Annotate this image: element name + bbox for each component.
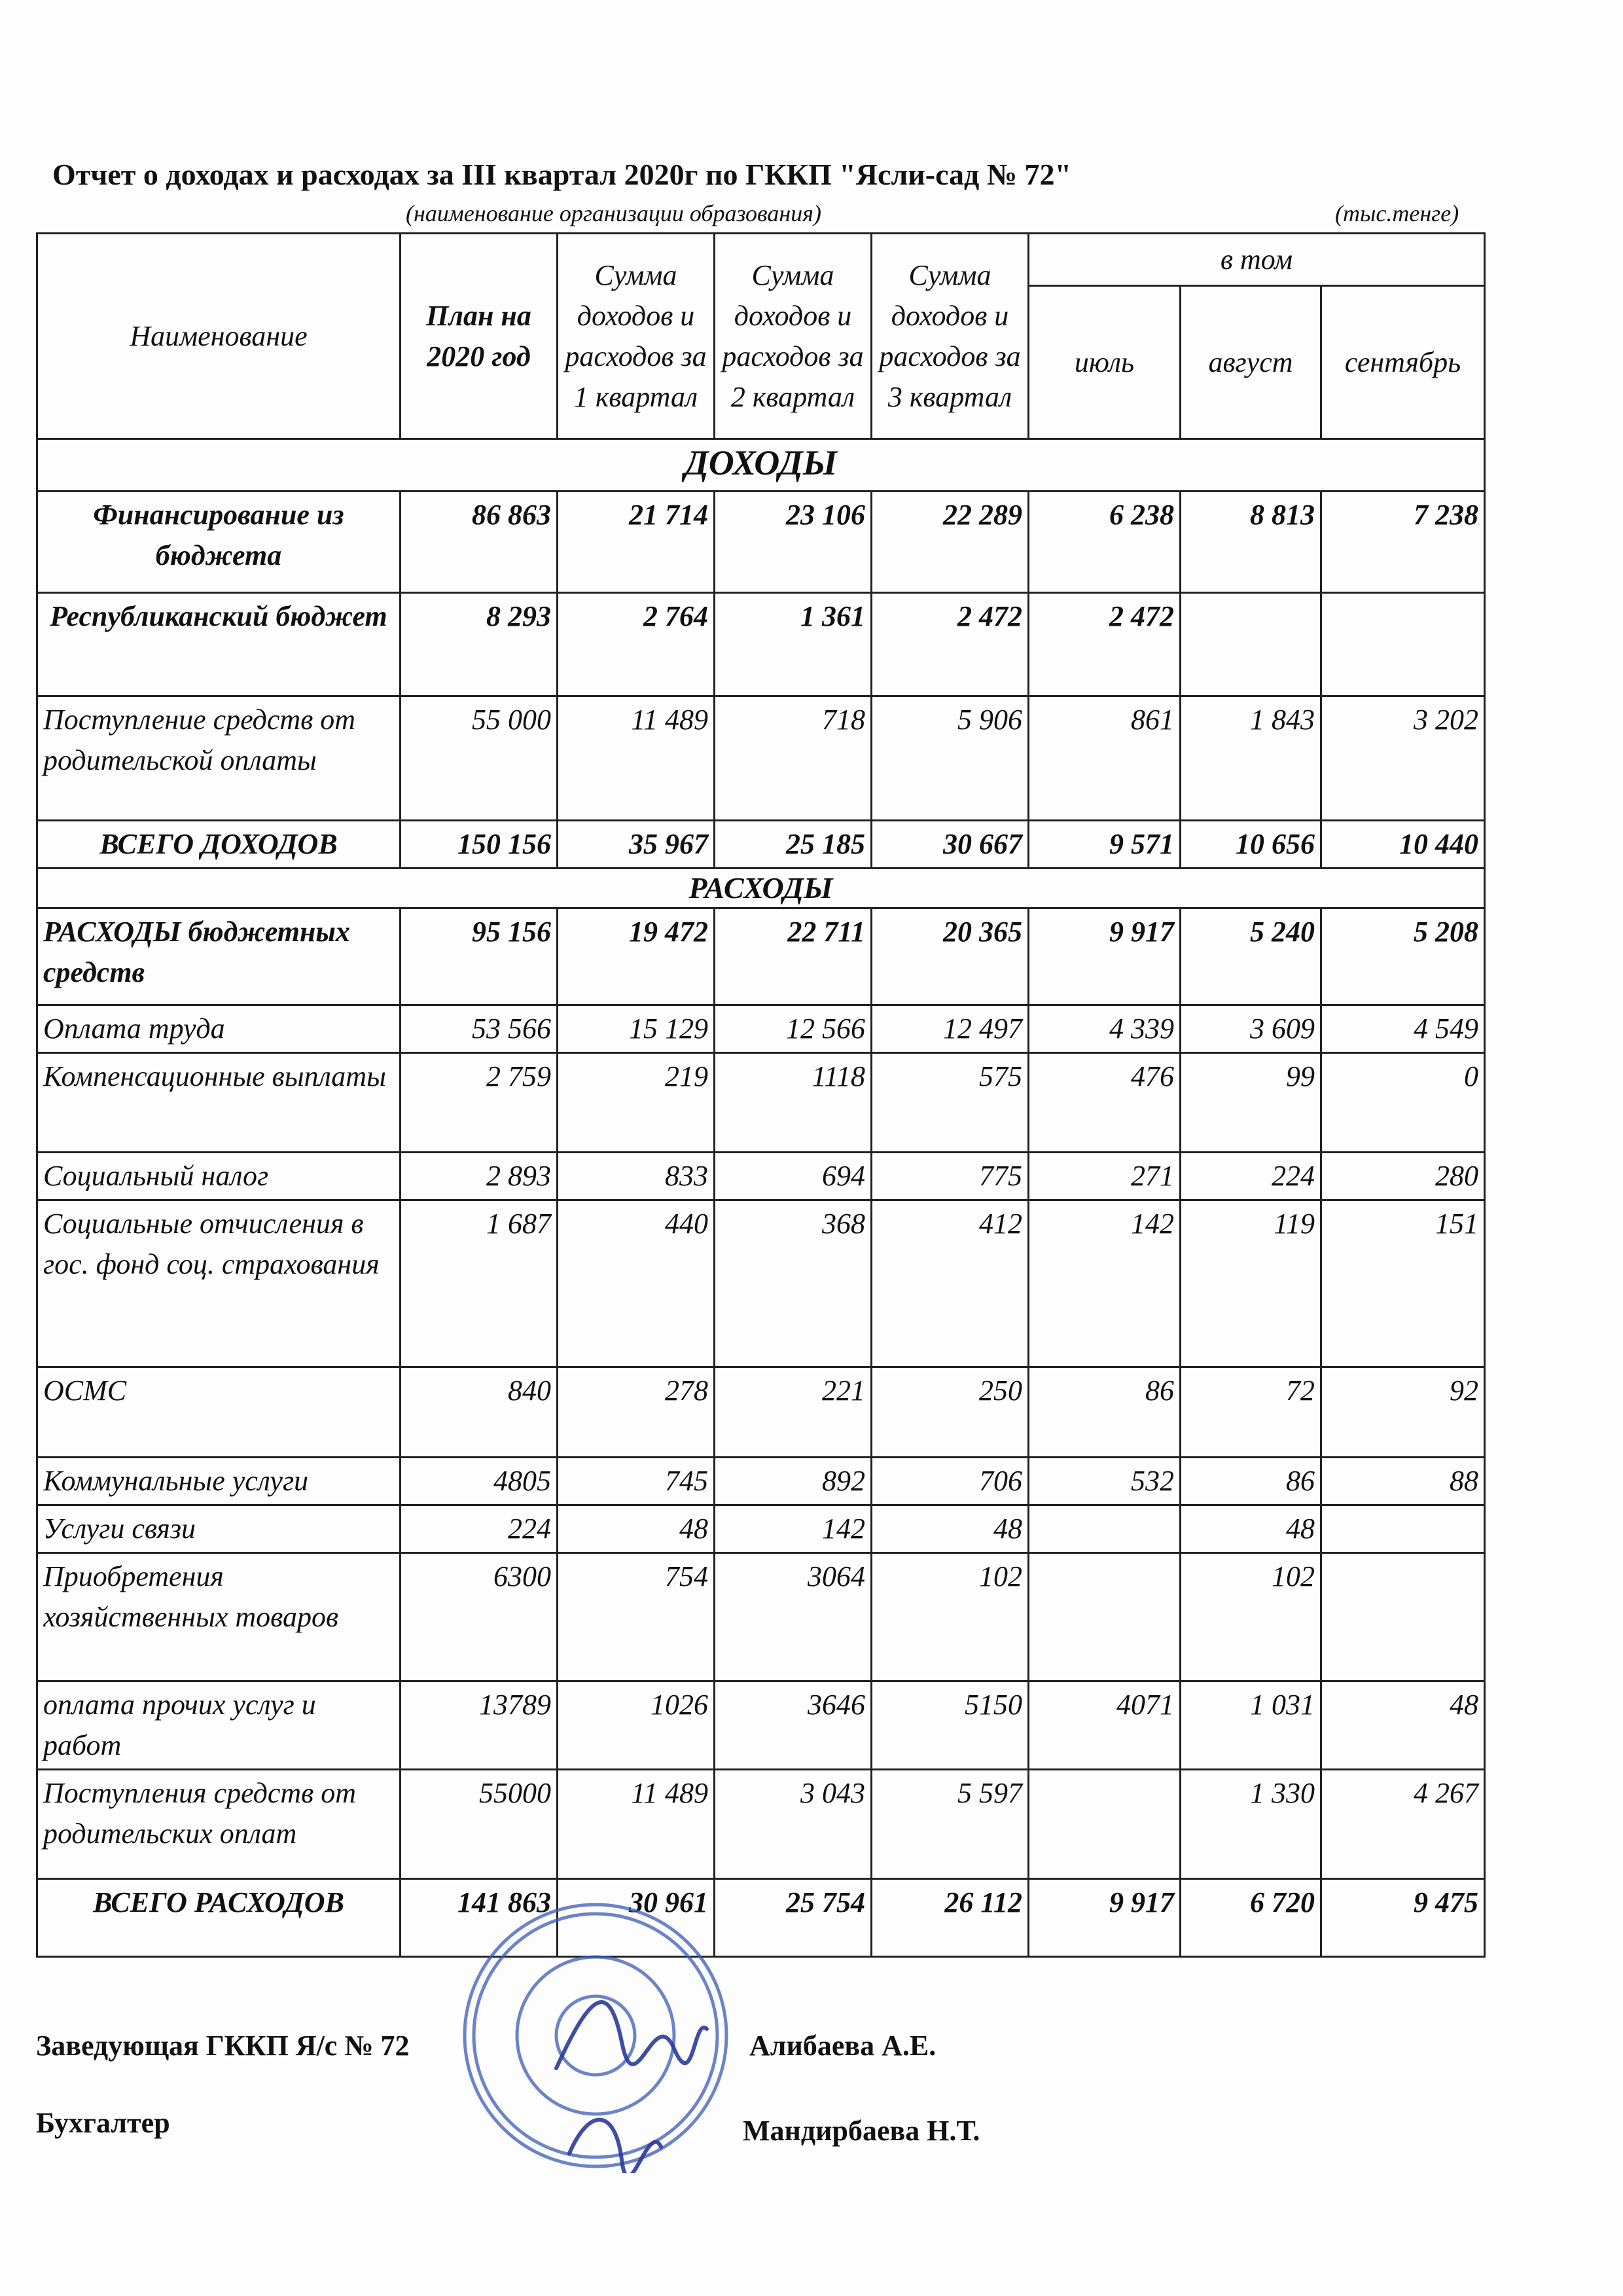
cell-q1: 35 967 <box>558 821 715 869</box>
cell-jul: 6 238 <box>1029 492 1181 593</box>
cell-q3: 48 <box>872 1505 1029 1553</box>
cell-aug <box>1181 593 1321 696</box>
units-caption: (тыс.тенге) <box>1335 200 1459 226</box>
head-name: Алибаева А.Е. <box>749 2030 936 2062</box>
cell-aug: 99 <box>1181 1053 1321 1153</box>
header-july: июль <box>1029 286 1181 439</box>
cell-jul <box>1029 1770 1181 1879</box>
cell-q3: 30 667 <box>872 821 1029 869</box>
cell-q1: 15 129 <box>558 1005 715 1053</box>
header-q3: Сумма доходов и расходов за 3 квартал <box>872 234 1029 439</box>
cell-sep <box>1321 593 1485 696</box>
cell-aug: 72 <box>1181 1367 1321 1458</box>
header-in-that: в том <box>1029 234 1485 286</box>
cell-plan: 141 863 <box>401 1879 558 1957</box>
cell-aug: 119 <box>1181 1200 1321 1367</box>
section-expenses: РАСХОДЫ <box>37 869 1485 908</box>
cell-jul: 4071 <box>1029 1681 1181 1770</box>
table-row <box>37 1770 1485 1879</box>
cell-aug: 102 <box>1181 1553 1321 1681</box>
cell-q3: 26 112 <box>872 1879 1029 1957</box>
row-name: Коммунальные услуги <box>37 1458 401 1505</box>
cell-q3: 5 597 <box>872 1770 1029 1879</box>
row-name: оплата прочих услуг и работ <box>37 1681 401 1770</box>
cell-aug: 5 240 <box>1181 908 1321 1005</box>
row-name: ОСМС <box>37 1367 401 1458</box>
organization-caption: (наименование организации образования) <box>406 200 821 226</box>
cell-jul: 9 571 <box>1029 821 1181 869</box>
cell-q3: 102 <box>872 1553 1029 1681</box>
section-income: ДОХОДЫ <box>37 439 1485 492</box>
table-row <box>37 1458 1485 1505</box>
cell-q2: 22 711 <box>715 908 872 1005</box>
cell-plan: 95 156 <box>401 908 558 1005</box>
cell-aug: 1 843 <box>1181 696 1321 821</box>
table-row <box>37 1367 1485 1458</box>
row-name: Республиканский бюджет <box>37 593 401 696</box>
cell-aug: 86 <box>1181 1458 1321 1505</box>
cell-q1: 21 714 <box>558 492 715 593</box>
cell-plan: 6300 <box>401 1553 558 1681</box>
header-september: сентябрь <box>1321 286 1485 439</box>
report-title: Отчет о доходах и расходах за III квартал 2020г по ГККП "Ясли-сад № 72" <box>52 158 1072 191</box>
header-q1: Сумма доходов и расходов за 1 квартал <box>558 234 715 439</box>
cell-sep: 4 267 <box>1321 1770 1485 1879</box>
accountant-title: Бухгалтер <box>36 2107 170 2139</box>
row-name: Оплата труда <box>37 1005 401 1053</box>
table-row <box>37 1553 1485 1681</box>
cell-plan: 2 893 <box>401 1153 558 1200</box>
header-august: август <box>1181 286 1321 439</box>
cell-plan: 55 000 <box>401 696 558 821</box>
cell-aug: 8 813 <box>1181 492 1321 593</box>
cell-q2: 368 <box>715 1200 872 1367</box>
cell-sep: 3 202 <box>1321 696 1485 821</box>
cell-aug: 1 330 <box>1181 1770 1321 1879</box>
row-name: Финансирование из бюджета <box>37 492 401 593</box>
row-name: Поступления средств от родительских оплат <box>37 1770 401 1879</box>
header-q2: Сумма доходов и расходов за 2 квартал <box>715 234 872 439</box>
cell-q1: 440 <box>558 1200 715 1367</box>
cell-q3: 20 365 <box>872 908 1029 1005</box>
cell-aug: 224 <box>1181 1153 1321 1200</box>
cell-jul: 2 472 <box>1029 593 1181 696</box>
table-row <box>37 593 1485 696</box>
table-row <box>37 1053 1485 1153</box>
cell-jul: 532 <box>1029 1458 1181 1505</box>
row-name: Услуги связи <box>37 1505 401 1553</box>
official-stamp <box>458 1898 733 2173</box>
table-row <box>37 492 1485 593</box>
cell-q2: 718 <box>715 696 872 821</box>
cell-jul <box>1029 1505 1181 1553</box>
cell-q2: 3646 <box>715 1681 872 1770</box>
cell-q3: 2 472 <box>872 593 1029 696</box>
row-name: Приобретения хозяйственных товаров <box>37 1553 401 1681</box>
cell-plan: 1 687 <box>401 1200 558 1367</box>
row-name: Компенсационные выплаты <box>37 1053 401 1153</box>
cell-q3: 22 289 <box>872 492 1029 593</box>
cell-q1: 30 961 <box>558 1879 715 1957</box>
cell-sep: 280 <box>1321 1153 1485 1200</box>
cell-q2: 1118 <box>715 1053 872 1153</box>
stamp-outer-ring <box>465 1905 726 2166</box>
table-row <box>37 1005 1485 1053</box>
cell-sep <box>1321 1505 1485 1553</box>
cell-aug: 48 <box>1181 1505 1321 1553</box>
cell-sep: 7 238 <box>1321 492 1485 593</box>
report-table <box>36 232 1486 1958</box>
cell-plan: 150 156 <box>401 821 558 869</box>
row-name: Социальные отчисления в гос. фонд соц. страхования <box>37 1200 401 1367</box>
cell-q3: 5150 <box>872 1681 1029 1770</box>
cell-q2: 3 043 <box>715 1770 872 1879</box>
cell-q1: 278 <box>558 1367 715 1458</box>
cell-q1: 11 489 <box>558 1770 715 1879</box>
cell-q3: 775 <box>872 1153 1029 1200</box>
section-expenses-row <box>37 869 1485 908</box>
cell-q1: 19 472 <box>558 908 715 1005</box>
cell-plan: 86 863 <box>401 492 558 593</box>
cell-aug: 10 656 <box>1181 821 1321 869</box>
cell-plan: 55000 <box>401 1770 558 1879</box>
cell-jul <box>1029 1553 1181 1681</box>
table-row <box>37 1153 1485 1200</box>
cell-q3: 5 906 <box>872 696 1029 821</box>
cell-jul: 476 <box>1029 1053 1181 1153</box>
cell-sep: 9 475 <box>1321 1879 1485 1957</box>
cell-q2: 892 <box>715 1458 872 1505</box>
cell-q3: 12 497 <box>872 1005 1029 1053</box>
cell-q3: 575 <box>872 1053 1029 1153</box>
cell-q2: 142 <box>715 1505 872 1553</box>
cell-plan: 2 759 <box>401 1053 558 1153</box>
cell-q1: 745 <box>558 1458 715 1505</box>
cell-q2: 25 754 <box>715 1879 872 1957</box>
row-name: ВСЕГО РАСХОДОВ <box>37 1879 401 1957</box>
cell-q1: 2 764 <box>558 593 715 696</box>
row-name: РАСХОДЫ бюджетных средств <box>37 908 401 1005</box>
cell-plan: 4805 <box>401 1458 558 1505</box>
stamp-center-ring <box>517 1957 674 2114</box>
row-name: Поступление средств от родительской оплаты <box>37 696 401 821</box>
cell-aug: 6 720 <box>1181 1879 1321 1957</box>
header-name: Наименование <box>37 234 401 439</box>
cell-aug: 1 031 <box>1181 1681 1321 1770</box>
table-row <box>37 821 1485 869</box>
cell-q1: 833 <box>558 1153 715 1200</box>
table-row <box>37 1681 1485 1770</box>
cell-q1: 48 <box>558 1505 715 1553</box>
cell-jul: 86 <box>1029 1367 1181 1458</box>
cell-jul: 861 <box>1029 696 1181 821</box>
table-row <box>37 908 1485 1005</box>
cell-sep: 48 <box>1321 1681 1485 1770</box>
row-name: ВСЕГО ДОХОДОВ <box>37 821 401 869</box>
cell-plan: 8 293 <box>401 593 558 696</box>
cell-q2: 694 <box>715 1153 872 1200</box>
cell-sep: 5 208 <box>1321 908 1485 1005</box>
cell-sep: 92 <box>1321 1367 1485 1458</box>
cell-q3: 250 <box>872 1367 1029 1458</box>
cell-jul: 9 917 <box>1029 908 1181 1005</box>
cell-q2: 221 <box>715 1367 872 1458</box>
table-row <box>37 696 1485 821</box>
cell-q1: 754 <box>558 1553 715 1681</box>
cell-jul: 9 917 <box>1029 1879 1181 1957</box>
cell-jul: 142 <box>1029 1200 1181 1367</box>
cell-aug: 3 609 <box>1181 1005 1321 1053</box>
stamp-emblem <box>556 1996 635 2075</box>
cell-q1: 1026 <box>558 1681 715 1770</box>
cell-q3: 706 <box>872 1458 1029 1505</box>
cell-q3: 412 <box>872 1200 1029 1367</box>
cell-sep: 4 549 <box>1321 1005 1485 1053</box>
table-row <box>37 1505 1485 1553</box>
cell-sep <box>1321 1553 1485 1681</box>
cell-sep: 151 <box>1321 1200 1485 1367</box>
report-body <box>37 439 1485 1957</box>
cell-sep: 0 <box>1321 1053 1485 1153</box>
cell-q1: 219 <box>558 1053 715 1153</box>
cell-sep: 88 <box>1321 1458 1485 1505</box>
head-signature <box>556 2002 707 2068</box>
head-title: Заведующая ГККП Я/с № 72 <box>36 2030 410 2062</box>
cell-q1: 11 489 <box>558 696 715 821</box>
header-plan: План на 2020 год <box>401 234 558 439</box>
cell-q2: 12 566 <box>715 1005 872 1053</box>
cell-q2: 25 185 <box>715 821 872 869</box>
cell-q2: 1 361 <box>715 593 872 696</box>
table-row <box>37 1200 1485 1367</box>
cell-q2: 23 106 <box>715 492 872 593</box>
cell-q2: 3064 <box>715 1553 872 1681</box>
accountant-name: Мандирбаева Н.Т. <box>743 2115 980 2147</box>
cell-plan: 13789 <box>401 1681 558 1770</box>
table-row <box>37 1879 1485 1957</box>
row-name: Социальный налог <box>37 1153 401 1200</box>
cell-plan: 53 566 <box>401 1005 558 1053</box>
cell-sep: 10 440 <box>1321 821 1485 869</box>
cell-plan: 224 <box>401 1505 558 1553</box>
cell-jul: 4 339 <box>1029 1005 1181 1053</box>
cell-plan: 840 <box>401 1367 558 1458</box>
cell-jul: 271 <box>1029 1153 1181 1200</box>
